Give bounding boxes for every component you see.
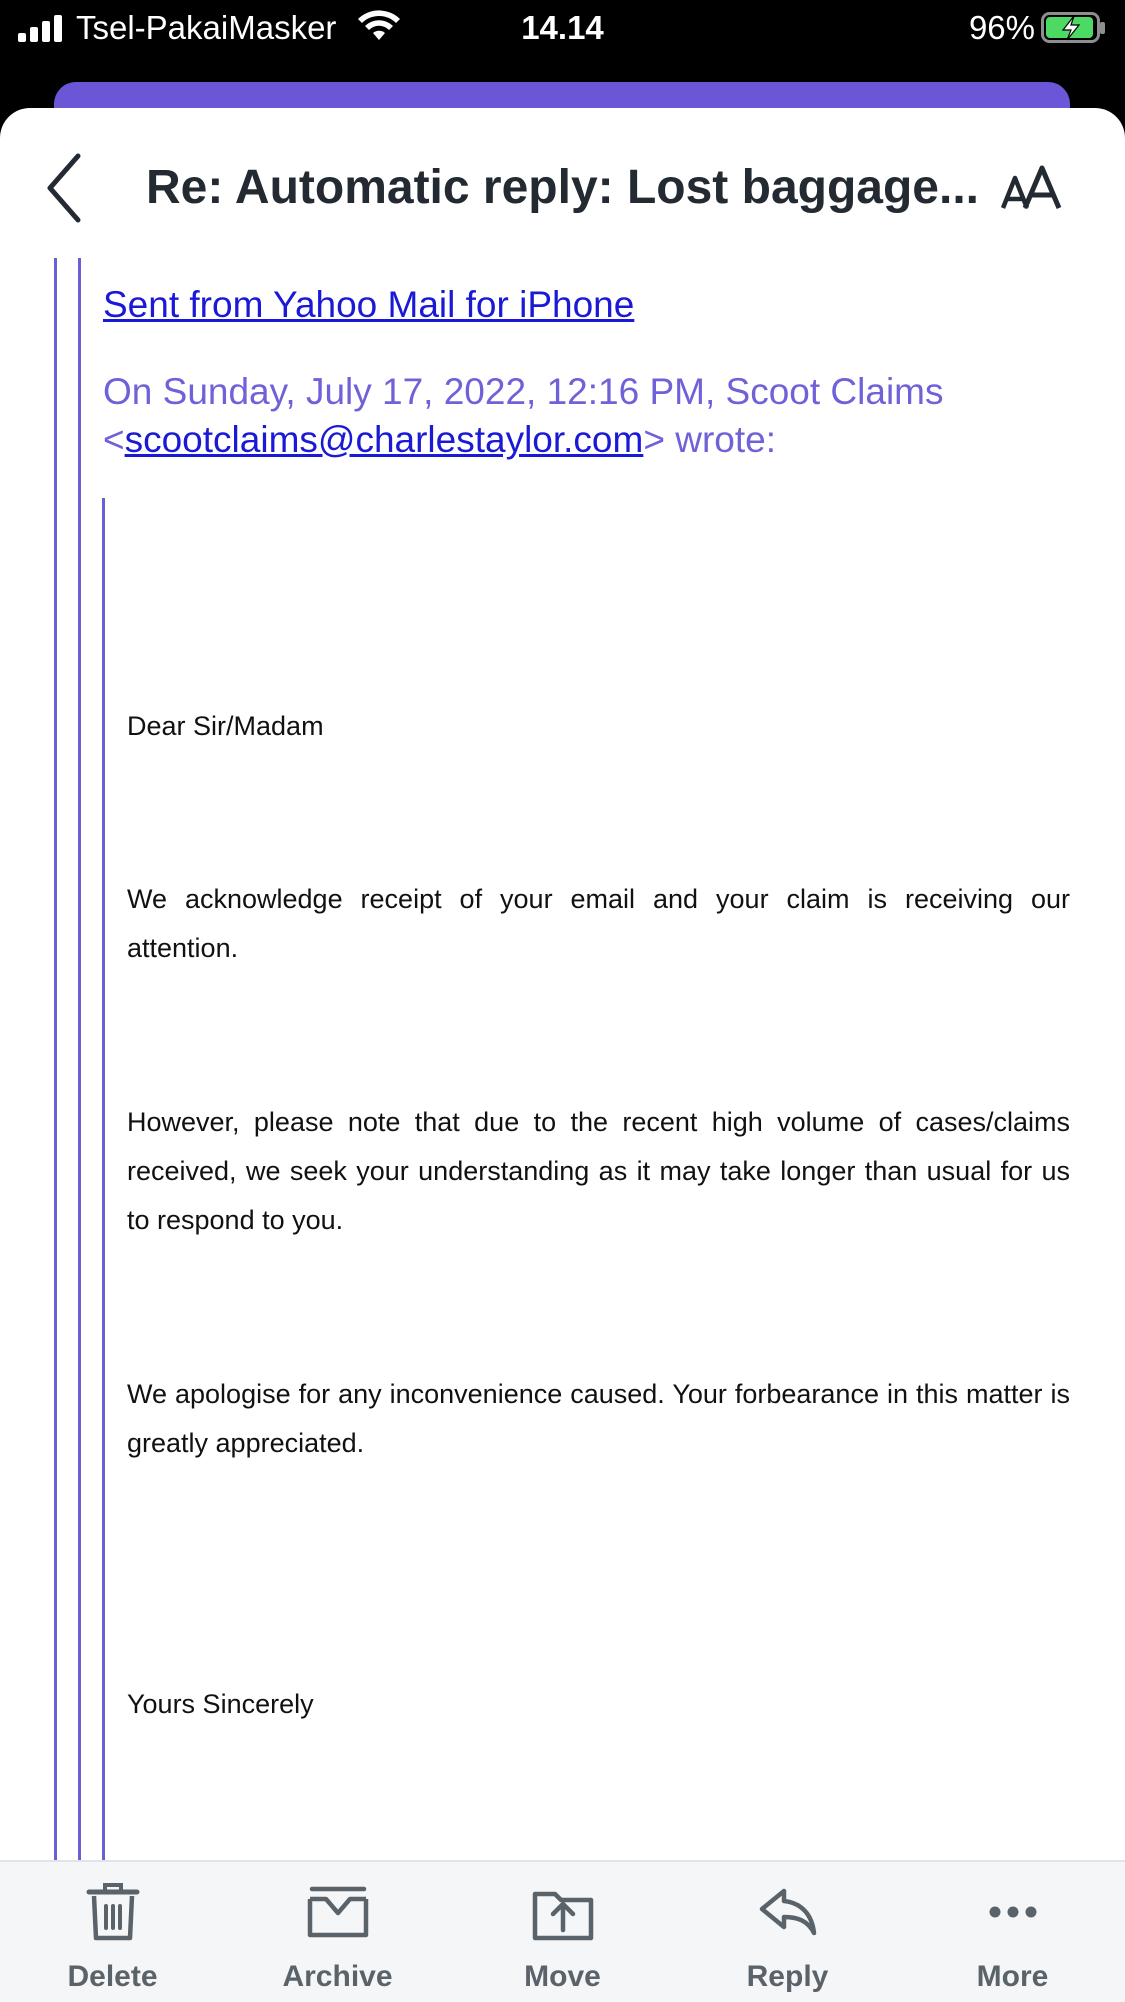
quote-line bbox=[78, 258, 81, 1971]
quote-line bbox=[54, 258, 57, 1971]
attribution-suffix: > wrote: bbox=[643, 419, 776, 460]
battery-charging-icon bbox=[1041, 12, 1107, 44]
more-icon bbox=[988, 1905, 1038, 1919]
reply-label: Reply bbox=[746, 1960, 829, 1993]
greeting-paragraph: Dear Sir/Madam bbox=[127, 711, 324, 741]
message-header bbox=[0, 108, 1125, 258]
battery-percentage: 96% bbox=[968, 9, 1035, 46]
archive-button[interactable] bbox=[225, 1880, 450, 2000]
more-label: More bbox=[976, 1960, 1049, 1993]
clock: 14.14 bbox=[521, 9, 604, 46]
archive-icon bbox=[306, 1885, 370, 1939]
status-bar bbox=[0, 0, 1125, 80]
reply-icon bbox=[758, 1887, 818, 1937]
apology-paragraph: We apologise for any inconvenience caused. Your forbearance in this matter is greatly appreciated. bbox=[127, 1379, 1070, 1458]
message-subject: Re: Automatic reply: Lost baggage... bbox=[146, 161, 979, 214]
closing-paragraph: Yours Sincerely bbox=[127, 1689, 314, 1719]
move-button[interactable] bbox=[450, 1880, 675, 2000]
message-action-toolbar bbox=[0, 1860, 1125, 2002]
more-button[interactable] bbox=[900, 1880, 1125, 2000]
acknowledgement-paragraph: We acknowledge receipt of your email and your claim is receiving our attention. bbox=[127, 884, 1070, 963]
message-body[interactable] bbox=[0, 258, 1125, 1971]
delete-button[interactable] bbox=[0, 1880, 225, 2000]
message-sheet bbox=[0, 108, 1125, 2000]
reply-button[interactable] bbox=[675, 1880, 900, 2000]
move-label: Move bbox=[524, 1960, 601, 1993]
back-chevron-icon[interactable] bbox=[40, 148, 90, 228]
text-size-icon[interactable] bbox=[999, 162, 1069, 218]
trash-icon bbox=[85, 1882, 141, 1942]
yahoo-mail-signature-link[interactable]: Sent from Yahoo Mail for iPhone bbox=[103, 284, 635, 325]
move-icon bbox=[531, 1882, 595, 1942]
delete-label: Delete bbox=[67, 1960, 158, 1993]
carrier-name: Tsel-PakaiMasker bbox=[76, 9, 337, 46]
sender-email-link[interactable]: scootclaims@charlestaylor.com bbox=[124, 419, 644, 460]
quote-line bbox=[102, 498, 105, 1971]
archive-label: Archive bbox=[282, 1960, 393, 1993]
delay-notice-paragraph: However, please note that due to the recent high volume of cases/claims received, we seek your understanding as it may take longer than usual for us to respond to you. bbox=[127, 1107, 1070, 1235]
quote-attribution bbox=[103, 368, 1093, 464]
attribution-prefix: On Sunday, July 17, 2022, 12:16 PM, Scoot Claims < bbox=[103, 371, 944, 460]
